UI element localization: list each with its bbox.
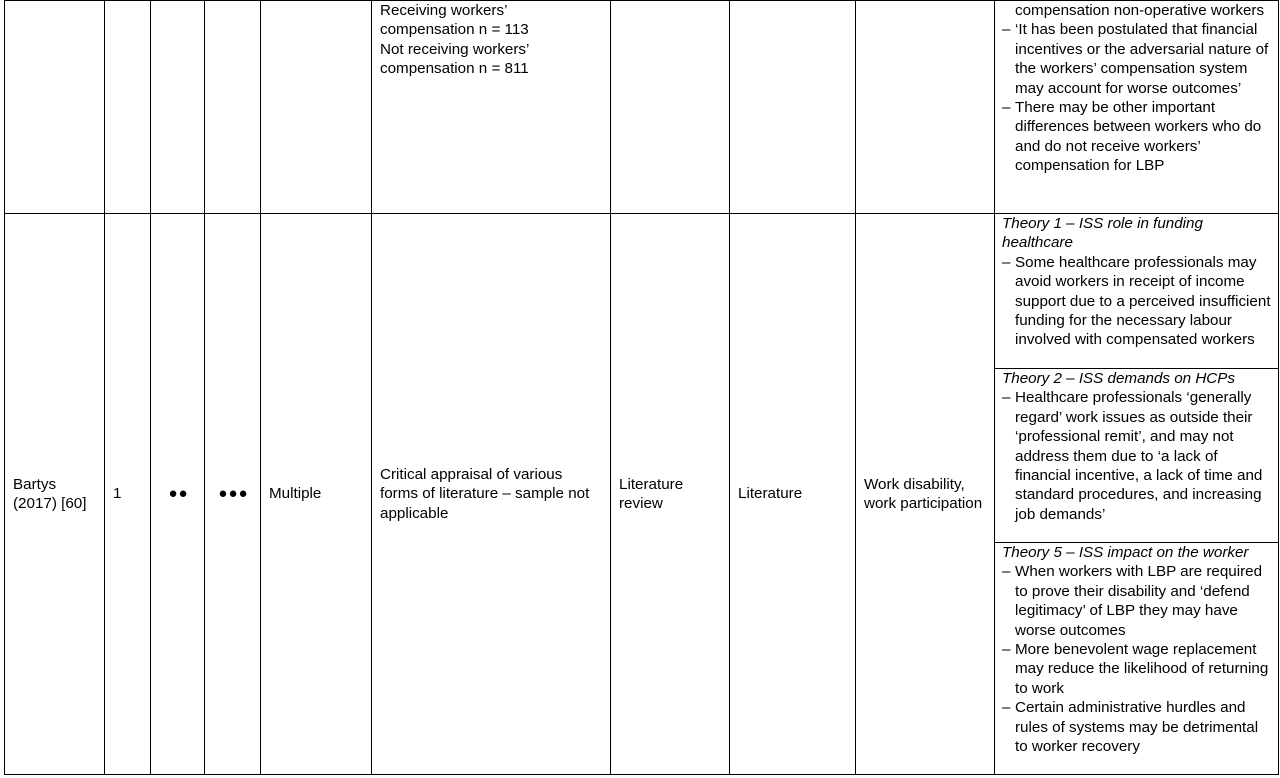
sample-cell <box>372 1 611 214</box>
finding-bullet: – ‘It has been postulated that financial incentives or the adversarial nature of the workers’ compensation system may account for worse outcomes’ <box>1002 20 1274 98</box>
rating-a-cell: ●● <box>151 214 205 775</box>
theory-title: Theory 5 – ISS impact on the worker <box>1002 544 1249 561</box>
theory-cell <box>995 214 1279 369</box>
data-source-cell: Literature <box>730 214 856 775</box>
cell-empty <box>611 1 730 214</box>
sample-cell: Critical appraisal of various forms of literature – sample not applicable <box>372 214 611 775</box>
outcome-cell: Work disability, work participation <box>856 214 995 775</box>
theory-bullet: – More benevolent wage replacement may reduce the likelihood of returning to work <box>1002 640 1274 698</box>
table-row <box>5 1 1279 214</box>
rating-b-cell: ●●● <box>205 214 261 775</box>
sample-line: Not receiving workers’ compensation n = 811 <box>380 40 529 78</box>
findings-cell <box>995 1 1279 214</box>
theory-title: Theory 2 – ISS demands on HCPs <box>1002 370 1235 387</box>
sample-line: Receiving workers’ compensation n = 113 <box>380 2 529 39</box>
number-cell: 1 <box>105 214 151 775</box>
theory-bullet: – Some healthcare professionals may avoid workers in receipt of income support due to a perceived insufficient funding for the necessary labour involved with compensated workers <box>1002 253 1274 350</box>
cell-empty <box>105 1 151 214</box>
cell-empty <box>5 1 105 214</box>
theory-title: Theory 1 – ISS role in funding healthcare <box>1002 215 1203 252</box>
cell-empty <box>205 1 261 214</box>
cell-empty <box>261 1 372 214</box>
cell-empty <box>730 1 856 214</box>
country-cell: Multiple <box>261 214 372 775</box>
study-cell: Bartys (2017) [60] <box>5 214 105 775</box>
evidence-table <box>4 0 1279 775</box>
table-row <box>5 214 1279 369</box>
theory-bullet: – Healthcare professionals ‘generally regard’ work issues as outside their ‘professional remit’, and may not address them due to ‘a lack of financial incentive, a lack of time and standard procedures, and increasing job demands’ <box>1002 388 1274 524</box>
theory-bullet: – Certain administrative hurdles and rules of systems may be detrimental to worker recovery <box>1002 698 1274 756</box>
cell-empty <box>151 1 205 214</box>
design-cell: Literature review <box>611 214 730 775</box>
cell-empty <box>856 1 995 214</box>
finding-bullet: – There may be other important differences between workers who do and do not receive workers’ compensation for LBP <box>1002 98 1274 176</box>
theory-bullet: – When workers with LBP are required to prove their disability and ‘defend legitimacy’ of LBP they may have worse outcomes <box>1002 562 1274 640</box>
theory-cell <box>995 369 1279 543</box>
theory-cell <box>995 543 1279 775</box>
findings-lead: compensation non-operative workers <box>1015 2 1265 19</box>
